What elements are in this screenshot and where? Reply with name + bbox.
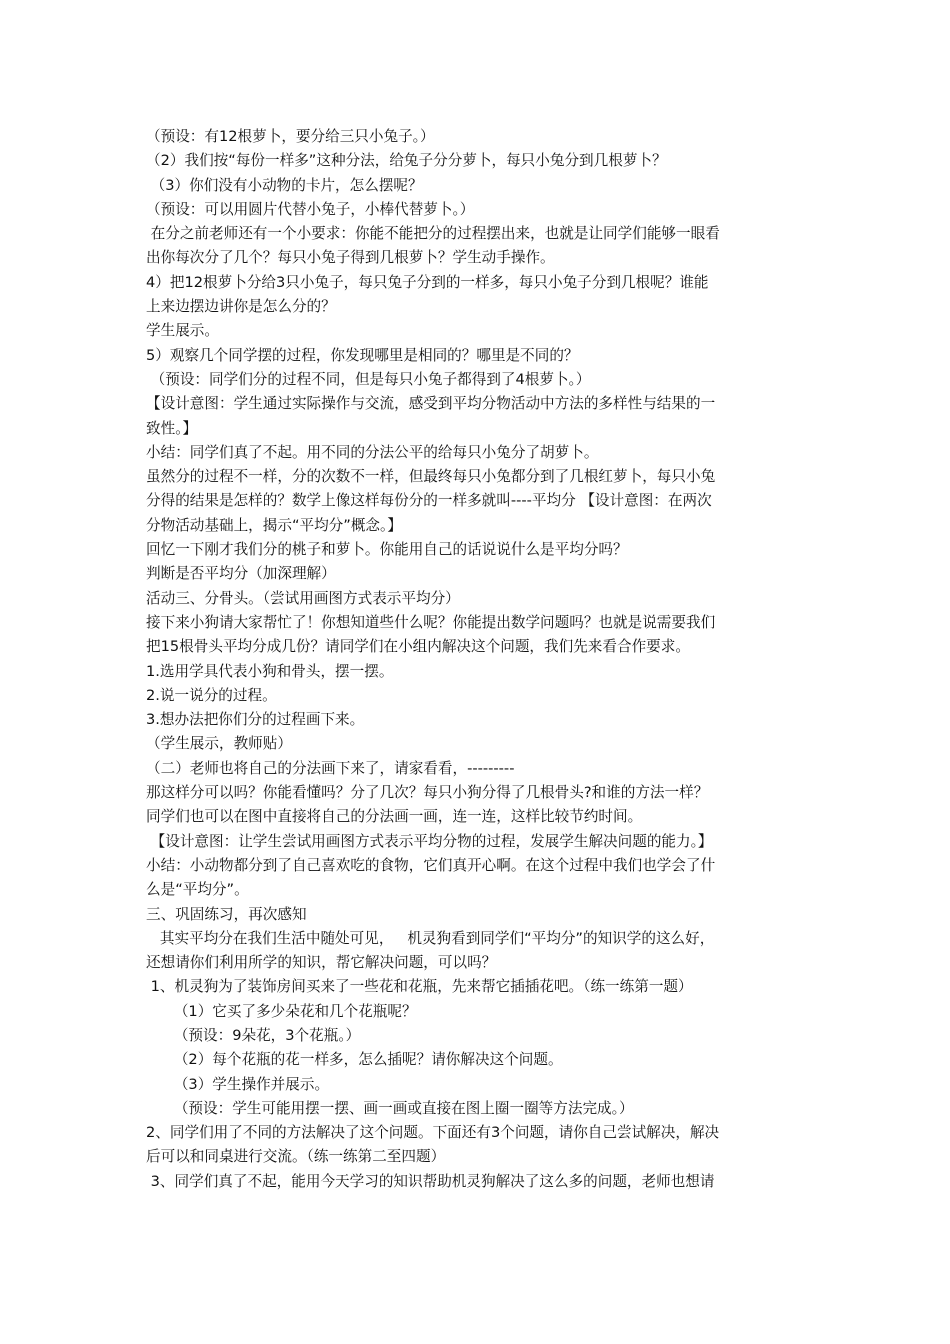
design-intent-note: 【设计意图：学生通过实际操作与交流，感受到平均分物活动中方法的多样性与结果的一 bbox=[146, 395, 716, 413]
exercise-subitem: （预设：学生可能用摆一摆、画一画或直接在图上圈一圈等方法完成。） bbox=[146, 1099, 634, 1117]
text-line: 虽然分的过程不一样，分的次数不一样，但最终每只小兔都分到了几根红萝卜，每只小兔 bbox=[146, 468, 716, 486]
text-line: 上来边摆边讲你是怎么分的？ bbox=[146, 298, 336, 316]
summary-text: 小结：小动物都分到了自己喜欢吃的食物，它们真开心啊。在这个过程中我们也学会了什 bbox=[146, 856, 716, 874]
text-line: 在分之前老师还有一个小要求：你能不能把分的过程摆出来，也就是让同学们能够一眼看 bbox=[146, 225, 720, 243]
text-line: 学生展示。 bbox=[146, 322, 219, 340]
design-intent-note: 【设计意图：让学生尝试用画图方式表示平均分物的过程，发展学生解决问题的能力。】 bbox=[146, 832, 713, 850]
exercise-subitem: （1）它买了多少朵花和几个花瓶呢？ bbox=[146, 1002, 417, 1020]
exercise-item: 1、机灵狗为了装饰房间买来了一些花和花瓶，先来帮它插插花吧。（练一练第一题） bbox=[146, 978, 693, 996]
text-line: 其实平均分在我们生活中随处可见， 机灵狗看到同学们“平均分”的知识学的这么好， bbox=[146, 929, 715, 947]
exercise-subitem: （预设：9朵花，3个花瓶。） bbox=[146, 1026, 361, 1044]
text-line: 那这样分可以吗？你能看懂吗？分了几次？每只小狗分得了几根骨头?和谁的方法一样？ bbox=[146, 784, 709, 802]
text-line: 分得的结果是怎样的？数学上像这样每份分的一样多就叫----平均分 【设计意图：在两次 bbox=[146, 492, 712, 510]
list-item: 2.说一说分的过程。 bbox=[146, 686, 277, 704]
text-line: （预设：同学们分的过程不同，但是每只小兔子都得到了4根萝卜。） bbox=[146, 370, 591, 388]
text-line: （2）我们按“每份一样多”这种分法，给兔子分分萝卜，每只小兔分到几根萝卜？ bbox=[146, 152, 667, 170]
text-line: （3）你们没有小动物的卡片，怎么摆呢？ bbox=[146, 176, 423, 194]
exercise-item: 后可以和同桌进行交流。（练一练第二至四题） bbox=[146, 1148, 446, 1166]
document-body bbox=[146, 125, 826, 1194]
text-line: （学生展示，教师贴） bbox=[146, 735, 292, 753]
text-line: 还想请你们利用所学的知识，帮它解决问题，可以吗？ bbox=[146, 954, 497, 972]
text-line: 回忆一下刚才我们分的桃子和萝卜。你能用自己的话说说什么是平均分吗？ bbox=[146, 541, 628, 559]
design-intent-note: 致性。】 bbox=[146, 419, 198, 437]
text-line: 出你每次分了几个？每只小兔子得到几根萝卜？学生动手操作。 bbox=[146, 249, 555, 267]
summary-text: 么是“平均分”。 bbox=[146, 881, 249, 899]
text-line: （预设：可以用圆片代替小兔子，小棒代替萝卜。） bbox=[146, 200, 475, 218]
text-line: 判断是否平均分（加深理解） bbox=[146, 565, 336, 583]
text-line: （预设：有12根萝卜，要分给三只小兔子。） bbox=[146, 128, 435, 145]
text-line: 5）观察几个同学摆的过程，你发现哪里是相同的？哪里是不同的？ bbox=[146, 346, 579, 364]
text-line: （二）老师也将自己的分法画下来了，请家看看，--------- bbox=[146, 759, 515, 777]
text-line: 4）把12根萝卜分给3只小兔子，每只兔子分到的一样多，每只小兔子分到几根呢？谁能 bbox=[146, 273, 709, 291]
exercise-item: 3、同学们真了不起，能用今天学习的知识帮助机灵狗解决了这么多的问题，老师也想请 bbox=[146, 1172, 715, 1190]
list-item: 3.想办法把你们分的过程画下来。 bbox=[146, 711, 365, 729]
exercise-subitem: （3）学生操作并展示。 bbox=[146, 1075, 330, 1093]
text-line: 接下来小狗请大家帮忙了！你想知道些什么呢？你能提出数学问题吗？也就是说需要我们 bbox=[146, 613, 716, 631]
exercise-subitem: （2）每个花瓶的花一样多，怎么插呢？请你解决这个问题。 bbox=[146, 1051, 563, 1069]
text-line: 分物活动基础上，揭示“平均分”概念。】 bbox=[146, 516, 402, 534]
exercise-item: 2、同学们用了不同的方法解决了这个问题。下面还有3个问题，请你自己尝试解决，解决 bbox=[146, 1124, 720, 1142]
summary-text: 小结：同学们真了不起。用不同的分法公平的给每只小兔分了胡萝卜。 bbox=[146, 443, 599, 461]
section-heading: 三、巩固练习，再次感知 bbox=[146, 905, 307, 923]
text-line: 同学们也可以在图中直接将自己的分法画一画，连一连，这样比较节约时间。 bbox=[146, 808, 643, 826]
activity-heading: 活动三、分骨头。（尝试用画图方式表示平均分） bbox=[146, 589, 460, 607]
text-line: 把15根骨头平均分成几份？请同学们在小组内解决这个问题，我们先来看合作要求。 bbox=[146, 638, 690, 656]
list-item: 1.选用学具代表小狗和骨头，摆一摆。 bbox=[146, 662, 394, 680]
